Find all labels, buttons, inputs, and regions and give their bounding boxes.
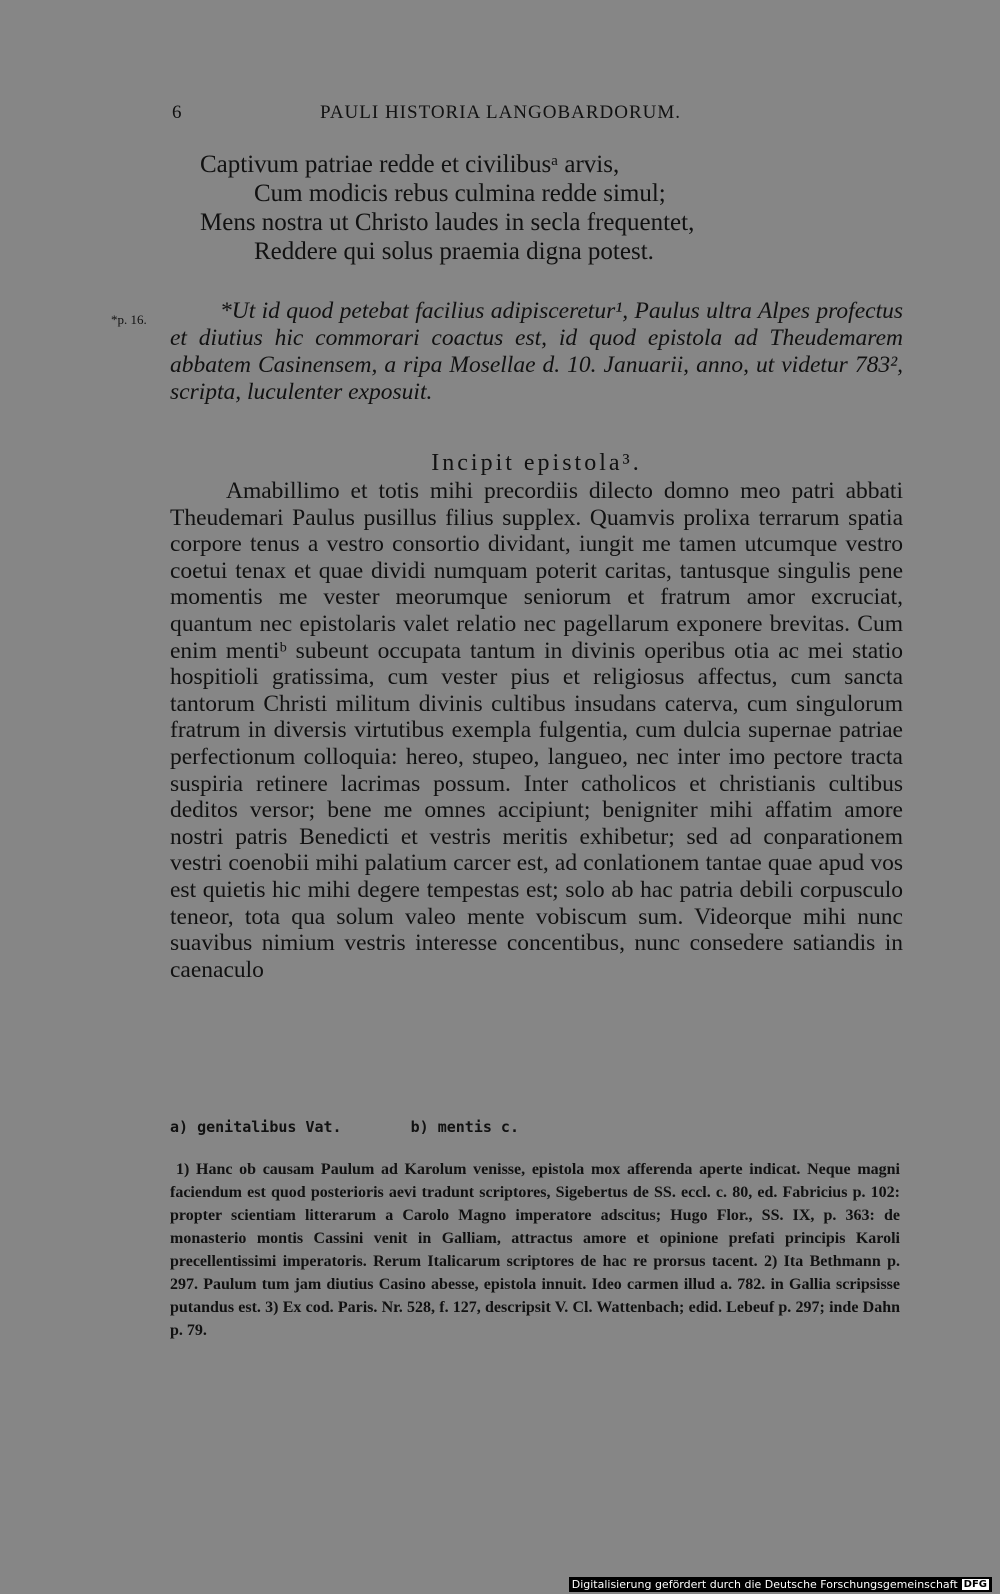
variant-b: b) mentis c. <box>410 1118 519 1136</box>
dfg-logo-icon: DFG <box>963 1579 987 1590</box>
letter-text: Amabillimo et totis mihi precordiis dilecto domno meo patri abbati Theudemari Paulus pusillus filius supplex. Quamvis prolixa terrarum spatia corpore tenus a vestro consortio dividant, iungit me tamen utcumque vestro coetui tenax et quae dividi numquam poterit caritas, tantusque singulis pene momentis me vester meorumque seniorum et fratrum amor excruciat, quantum nec epistolaris valet relatio nec pagellarum exponere brevitas. Cum enim mentiᵇ subeunt occupata tantum in divinis operibus otia ac mei statio hospitioli gratissima, cum vester pius et religiosus affectus, cum sancta tantorum Christi militum divinis cultibus insudans caterva, cum singulorum fratrum in diversis virtutibus exempla fulgentia, cum dulcia supernae patriae perfectionum colloquia: hereo, stupeo, langueo, nec inter imo pectore tracta suspiria retinere lacrimas possum. Inter catholicos et christianis cultibus deditos versor; bene me omnes accipiunt; benigniter mihi affatim amore nostri patris Benedicti et vestris meritis exhibetur; sed ad conparationem vestri coenobii mihi palatium carcer est, ad conlationem tantae quae apud vos est quietis hic mihi degere tempestas est; solo ab hac patria debili corpusculo teneor, tota qua solum valeo mente vobiscum sum. Videorque mihi nunc suavibus nimium vestris interesse concentibus, nunc consedere satiandis in caenaculo <box>170 478 903 983</box>
footnotes <box>170 1158 900 1342</box>
variant-a: a) genitalibus Vat. <box>170 1118 342 1136</box>
credit-text: Digitalisierung gefördert durch die Deutsche Forschungsgemeinschaft <box>571 1578 958 1591</box>
incipit-heading: Incipit epistola³. <box>431 450 642 476</box>
poem-line: Captivum patriae redde et civilibusᵃ arvis, <box>200 151 620 178</box>
margin-page-reference: *p. 16. <box>111 312 147 327</box>
textual-variants <box>170 1118 903 1136</box>
letter-body <box>170 478 903 983</box>
intro-text: *Ut id quod petebat facilius adipisceretur¹, Paulus ultra Alpes profectus et diutius hic commorari coactus est, id quod epistola ad Theudemarem abbatem Casinensem, a ripa Mosellae d. 10. Januarii, anno, ut videtur 783², scripta, luculenter exposuit. <box>170 298 903 405</box>
footnote-text: 1) Hanc ob causam Paulum ad Karolum venisse, epistola mox afferenda aperte indicat. Neque magni faciendum est quod posterioris aevi tradunt scriptores, Sigebertus de SS. eccl. c. 80, ed. Fabricius p. 102: propter scientiam litterarum a Carolo Magno imperatore adscitus; Hugo Flor., SS. IX, p. 363: de monasterio montis Cassini venit in Galliam, attractus amore et opinione prefati principis Karoli precellentissimi imperatoris. Rerum Italicarum scriptores de hac re prorsus tacent. 2) Ita Bethmann p. 297. Paulum tum jam diutius Casino abesse, epistola innuit. Ideo carmen illud a. 782. in Gallia scripsisse putandus est. 3) Ex cod. Paris. Nr. 528, f. 127, descripsit V. Cl. Wattenbach; edid. Lebeuf p. 297; inde Dahn p. 79. <box>170 1161 900 1339</box>
poem-line: Mens nostra ut Christo laudes in secla frequentet, <box>200 209 695 236</box>
poem-line: Cum modicis rebus culmina redde simul; <box>254 180 666 207</box>
poem-line: Reddere qui solus praemia digna potest. <box>254 238 654 265</box>
digitization-credit <box>569 1577 992 1592</box>
page-number: 6 <box>172 102 183 123</box>
editorial-introduction <box>170 298 903 406</box>
poem <box>200 150 900 266</box>
running-title: PAULI HISTORIA LANGOBARDORUM. <box>320 102 682 123</box>
page-header <box>170 102 900 132</box>
